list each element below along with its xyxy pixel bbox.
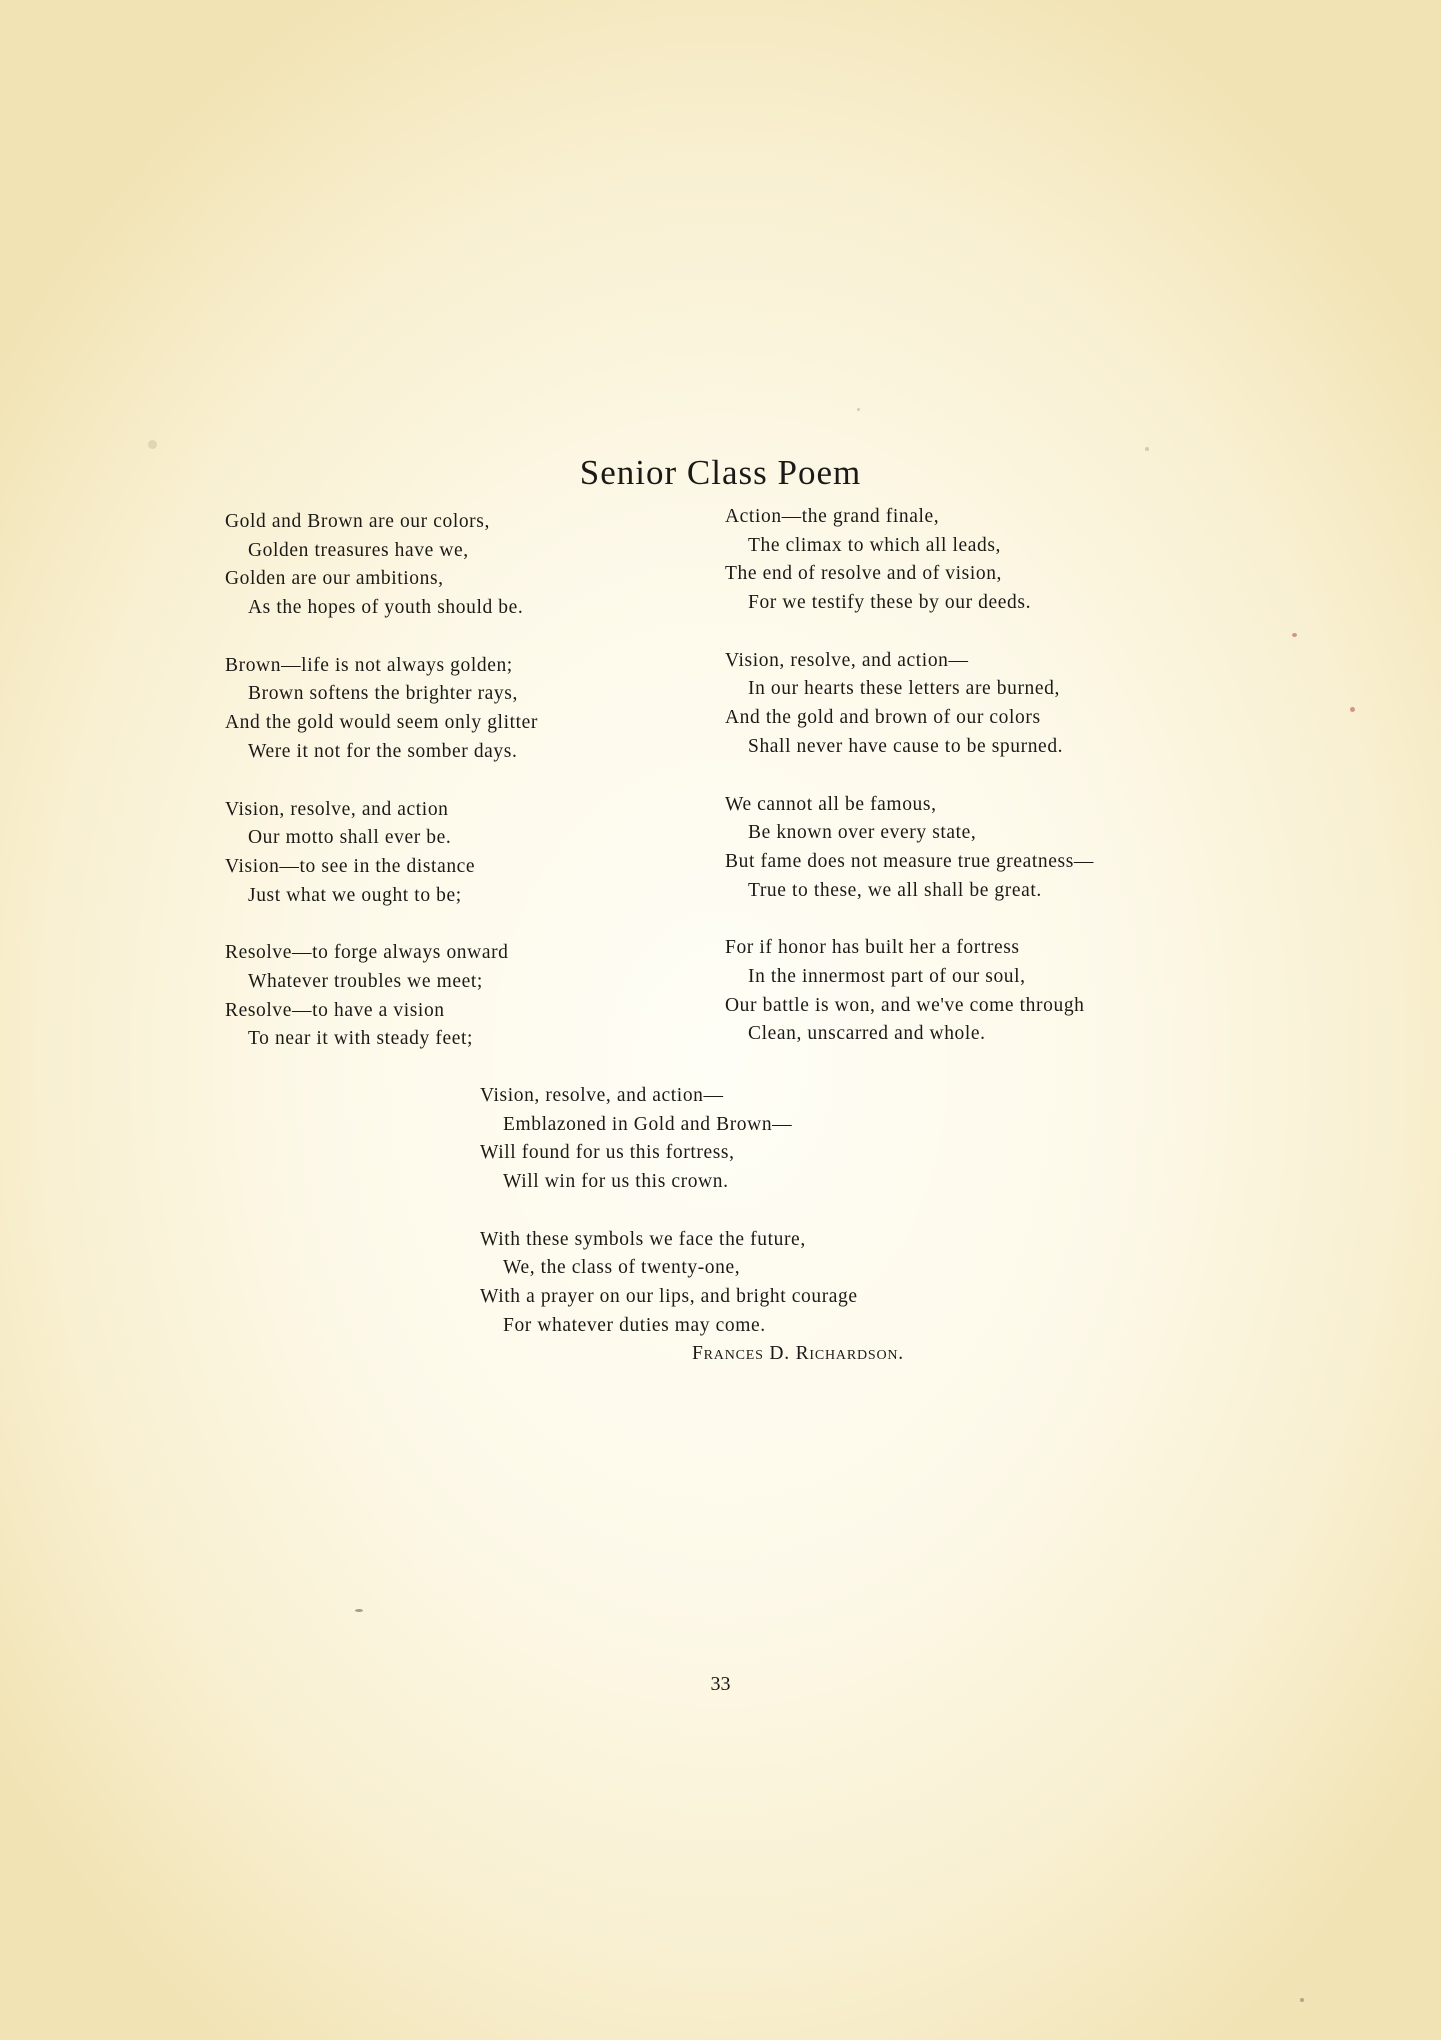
poem-line: Will win for us this crown.	[503, 1171, 729, 1193]
poem-line: Vision, resolve, and action—	[480, 1085, 724, 1106]
author-signature: Frances D. Richardson.	[692, 1343, 904, 1364]
paper-speck	[1292, 633, 1297, 637]
paper-speck	[355, 1609, 363, 1612]
poem-line: For if honor has built her a fortress	[725, 937, 1020, 959]
poem-line: Vision, resolve, and action	[225, 798, 449, 820]
poem-line: With these symbols we face the future,	[480, 1228, 806, 1250]
poem-line: Our motto shall ever be.	[248, 827, 452, 849]
poem-line: Shall never have cause to be spurned.	[748, 735, 1064, 757]
paper-speck	[1300, 1998, 1304, 2002]
paper-speck	[148, 440, 157, 449]
poem-line: In the innermost part of our soul,	[748, 965, 1026, 987]
poem-line: With a prayer on our lips, and bright courage	[480, 1286, 858, 1308]
page-title: Senior Class Poem	[579, 453, 862, 493]
poem-line: Gold and Brown are our colors,	[225, 511, 490, 532]
poem-line: The end of resolve and of vision,	[725, 563, 1003, 585]
poem-line: Be known over every state,	[748, 822, 977, 844]
poem-line: Action—the grand finale,	[725, 506, 940, 527]
poem-center-column	[480, 1082, 1000, 1370]
poem-line: Were it not for the somber days.	[248, 740, 518, 762]
poem-line: But fame does not measure true greatness—	[725, 850, 1094, 872]
poem-line: And the gold and brown of our colors	[725, 707, 1041, 729]
poem-line: For we testify these by our deeds.	[748, 592, 1032, 614]
poem-line: We cannot all be famous,	[725, 793, 937, 815]
poem-right-column	[725, 503, 1185, 1078]
paper-speck	[1350, 707, 1355, 712]
stanza	[725, 503, 1185, 618]
stanza	[480, 1226, 1000, 1341]
stanza	[480, 1082, 1000, 1197]
poem-line: The climax to which all leads,	[748, 534, 1002, 556]
poem-line: Brown—life is not always golden;	[225, 654, 513, 676]
poem-line: To near it with steady feet;	[248, 1028, 473, 1050]
poem-line: Vision—to see in the distance	[225, 855, 476, 877]
poem-line: Will found for us this fortress,	[480, 1142, 735, 1164]
stanza	[225, 508, 705, 623]
stanza	[225, 796, 705, 911]
poem-line: Emblazoned in Gold and Brown—	[503, 1113, 793, 1135]
poem-line: Resolve—to forge always onward	[225, 942, 509, 964]
poem-line: As the hopes of youth should be.	[248, 597, 524, 619]
poem-line: Vision, resolve, and action—	[725, 649, 969, 671]
stanza	[725, 647, 1185, 762]
poem-line: And the gold would seem only glitter	[225, 712, 538, 734]
paper-speck	[1145, 447, 1149, 451]
paper-speck	[857, 408, 860, 411]
poem-line: Golden treasures have we,	[248, 539, 469, 561]
poem-line: Brown softens the brighter rays,	[248, 683, 518, 705]
poem-line: Just what we ought to be;	[248, 884, 462, 906]
stanza	[225, 652, 705, 767]
poem-line: Resolve—to have a vision	[225, 999, 445, 1021]
page-number: 33	[710, 1673, 731, 1695]
poem-left-column	[225, 508, 705, 1083]
poem-line: For whatever duties may come.	[503, 1314, 766, 1336]
stanza	[725, 934, 1185, 1049]
poem-line: True to these, we all shall be great.	[748, 879, 1042, 901]
poem-line: Golden are our ambitions,	[225, 568, 444, 590]
stanza	[725, 791, 1185, 906]
poem-line: In our hearts these letters are burned,	[748, 678, 1060, 700]
poem-line: Our battle is won, and we've come through	[725, 994, 1085, 1016]
poem-line: We, the class of twenty-one,	[503, 1257, 741, 1279]
poem-line: Clean, unscarred and whole.	[748, 1023, 986, 1045]
stanza	[225, 939, 705, 1054]
poem-line: Whatever troubles we meet;	[248, 970, 483, 992]
